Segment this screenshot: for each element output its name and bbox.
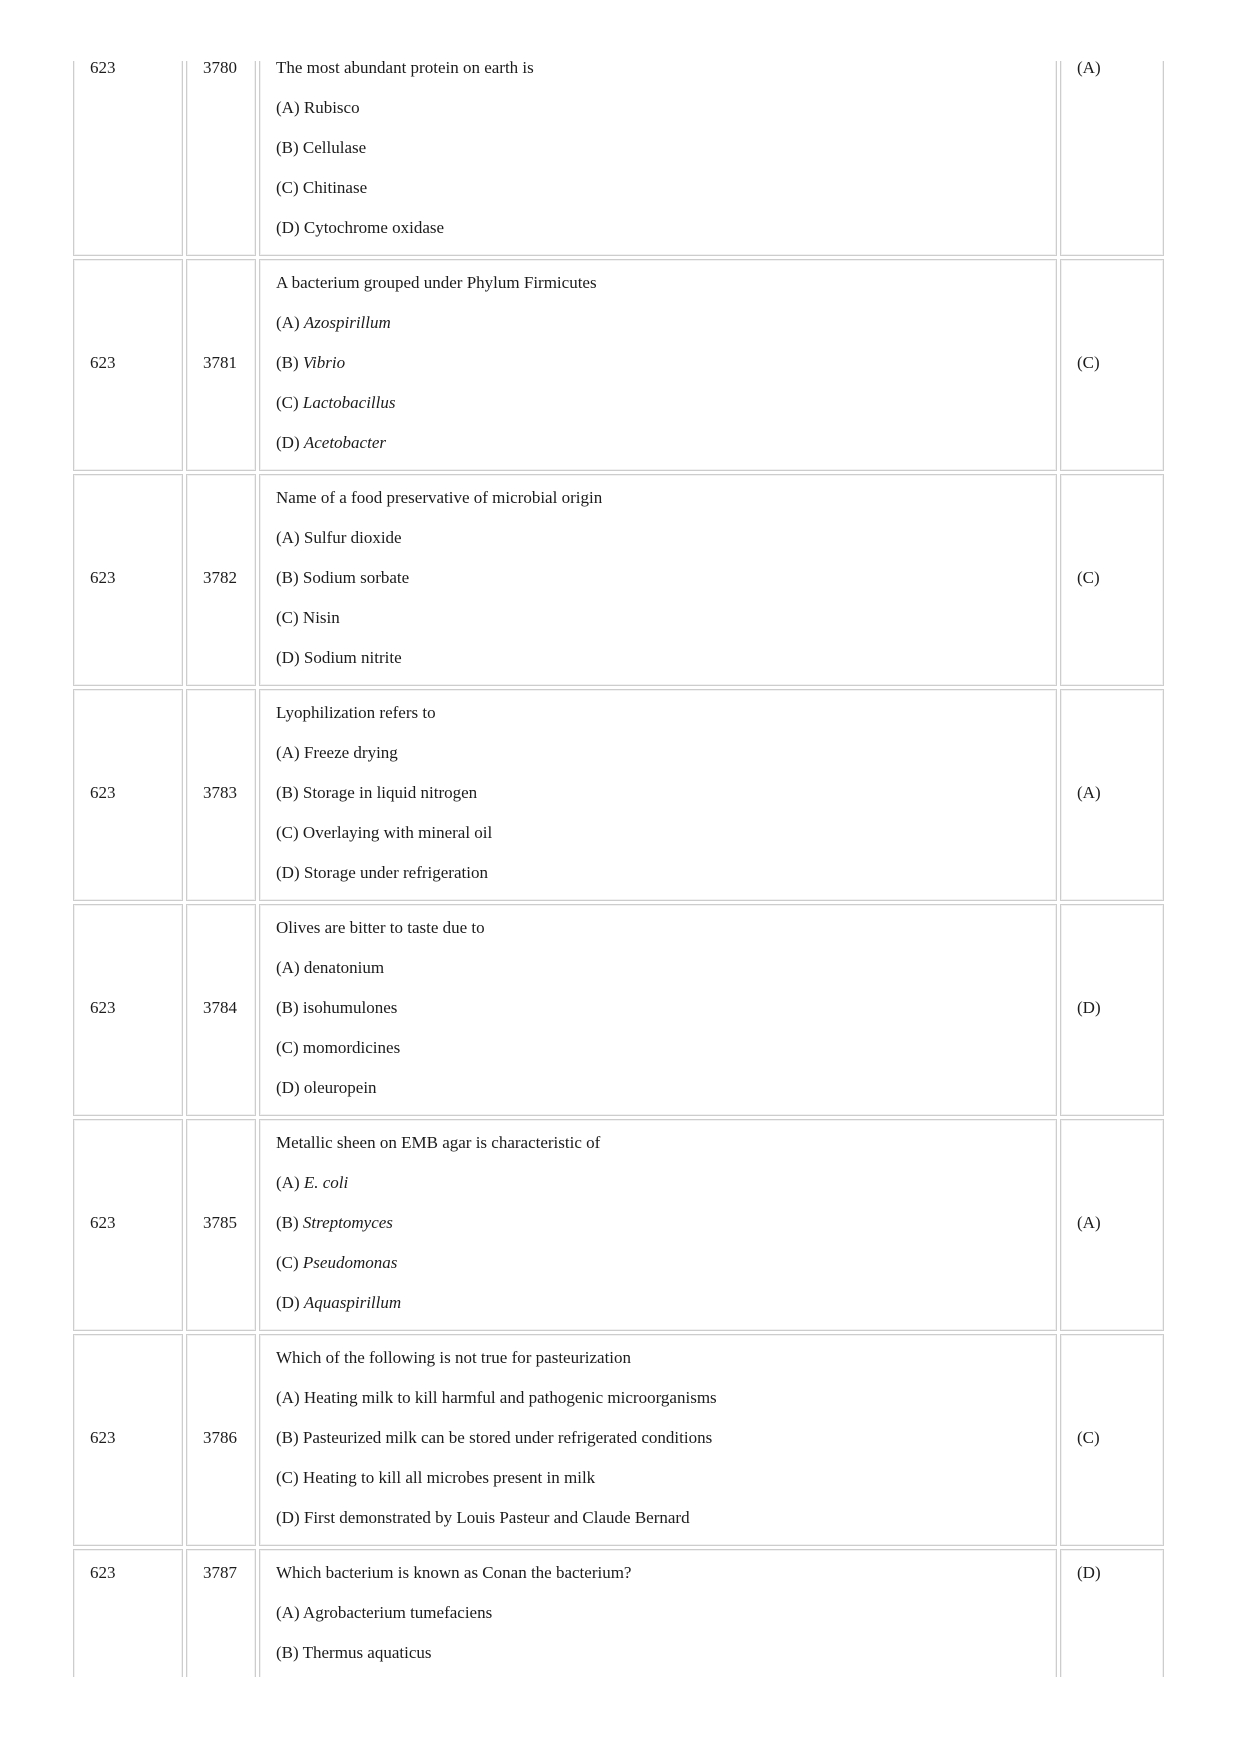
option-label: (C)	[276, 178, 299, 197]
question-text: The most abundant protein on earth is	[276, 61, 534, 77]
paper-code-cell	[73, 689, 183, 901]
option-b	[276, 988, 1040, 1028]
answer-cell	[1060, 1549, 1164, 1677]
option-label: (B)	[276, 353, 299, 372]
paper-code-cell	[73, 904, 183, 1116]
question-number-cell	[186, 259, 256, 471]
question-cell	[259, 904, 1057, 1116]
question-number: 3784	[203, 998, 237, 1017]
option-d	[276, 423, 1040, 463]
option-text: Sodium sorbate	[302, 568, 410, 587]
question-text: Name of a food preservative of microbial origin	[276, 488, 603, 507]
option-b	[276, 128, 1040, 168]
paper-code: 623	[90, 1213, 116, 1232]
option-label: (B)	[276, 1643, 299, 1662]
option-text: Cytochrome oxidase	[303, 218, 445, 237]
question-row	[73, 689, 1164, 901]
option-b	[276, 1203, 1040, 1243]
option-c	[276, 383, 1040, 423]
option-label: (D)	[276, 648, 300, 667]
option-label: (A)	[276, 1388, 300, 1407]
option-text: Freeze drying	[303, 743, 398, 762]
option-a	[276, 733, 1040, 773]
option-text: Agrobacterium tumefaciens	[302, 1603, 493, 1622]
option-label: (A)	[276, 743, 300, 762]
answer-cell	[1060, 259, 1164, 471]
option-text: Nisin	[302, 608, 340, 627]
option-text: Heating milk to kill harmful and pathogenic microorganisms	[303, 1388, 717, 1407]
question-sheet	[0, 61, 1240, 1677]
paper-code: 623	[90, 61, 116, 77]
option-a	[276, 88, 1040, 128]
answer-key: (A)	[1077, 1213, 1101, 1232]
question-row	[73, 904, 1164, 1116]
option-text: Sulfur dioxide	[303, 528, 402, 547]
paper-code-cell	[73, 1334, 183, 1546]
paper-code: 623	[90, 353, 116, 372]
option-text: Storage under refrigeration	[303, 863, 488, 882]
option-text: Aquaspirillum	[303, 1293, 402, 1312]
question-number: 3787	[203, 1563, 237, 1582]
answer-key: (A)	[1077, 61, 1101, 77]
paper-code-cell	[73, 259, 183, 471]
question-number-cell	[186, 61, 256, 256]
paper-code: 623	[90, 1563, 116, 1582]
option-text: E. coli	[303, 1173, 349, 1192]
option-d	[276, 638, 1040, 678]
answer-cell	[1060, 904, 1164, 1116]
option-d	[276, 1498, 1040, 1538]
option-text: Sodium nitrite	[303, 648, 402, 667]
option-text: Streptomyces	[302, 1213, 393, 1232]
option-c	[276, 1243, 1040, 1283]
answer-cell	[1060, 1334, 1164, 1546]
question-row	[73, 61, 1164, 256]
option-label: (A)	[276, 98, 300, 117]
option-label: (B)	[276, 1213, 299, 1232]
answer-cell	[1060, 61, 1164, 256]
question-number-cell	[186, 904, 256, 1116]
option-label: (A)	[276, 528, 300, 547]
option-d	[276, 208, 1040, 248]
paper-code-cell	[73, 1549, 183, 1677]
option-b	[276, 1633, 1040, 1673]
option-label: (B)	[276, 783, 299, 802]
option-label: (A)	[276, 1173, 300, 1192]
option-label: (D)	[276, 433, 300, 452]
option-a	[276, 948, 1040, 988]
option-text: First demonstrated by Louis Pasteur and Claude Bernard	[303, 1508, 690, 1527]
question-number: 3780	[203, 61, 237, 77]
option-label: (C)	[276, 1253, 299, 1272]
option-text: Overlaying with mineral oil	[302, 823, 493, 842]
answer-cell	[1060, 474, 1164, 686]
option-c	[276, 168, 1040, 208]
question-row	[73, 1119, 1164, 1331]
option-label: (A)	[276, 958, 300, 977]
paper-code: 623	[90, 568, 116, 587]
option-d	[276, 853, 1040, 893]
option-text: Pseudomonas	[302, 1253, 398, 1272]
paper-code-cell	[73, 474, 183, 686]
answer-cell	[1060, 1119, 1164, 1331]
question-number-cell	[186, 474, 256, 686]
question-cell	[259, 474, 1057, 686]
question-number: 3782	[203, 568, 237, 587]
option-label: (C)	[276, 1468, 299, 1487]
question-table	[70, 61, 1167, 1677]
question-text: Lyophilization refers to	[276, 703, 436, 722]
question-text: Which of the following is not true for pasteurization	[276, 1348, 632, 1367]
answer-key: (D)	[1077, 1563, 1101, 1582]
answer-key: (A)	[1077, 783, 1101, 802]
paper-code-cell	[73, 61, 183, 256]
option-text: Thermus aquaticus	[302, 1643, 432, 1662]
question-row	[73, 1334, 1164, 1546]
option-c	[276, 598, 1040, 638]
option-label: (C)	[276, 1038, 299, 1057]
option-text: Cellulase	[302, 138, 367, 157]
option-label: (C)	[276, 393, 299, 412]
question-number-cell	[186, 689, 256, 901]
option-label: (A)	[276, 1603, 300, 1622]
option-d	[276, 1068, 1040, 1108]
question-number: 3781	[203, 353, 237, 372]
option-a	[276, 1593, 1040, 1633]
question-number-cell	[186, 1549, 256, 1677]
question-row	[73, 259, 1164, 471]
option-c	[276, 813, 1040, 853]
question-text: Metallic sheen on EMB agar is characteristic of	[276, 1133, 601, 1152]
question-cell	[259, 259, 1057, 471]
option-b	[276, 1418, 1040, 1458]
option-label: (B)	[276, 1428, 299, 1447]
question-text: Which bacterium is known as Conan the bacterium?	[276, 1563, 632, 1582]
option-text: Rubisco	[303, 98, 360, 117]
option-text: Heating to kill all microbes present in milk	[302, 1468, 596, 1487]
option-d	[276, 1283, 1040, 1323]
answer-key: (C)	[1077, 1428, 1100, 1447]
question-number: 3786	[203, 1428, 237, 1447]
option-text: Vibrio	[302, 353, 346, 372]
question-row	[73, 1549, 1164, 1677]
paper-code: 623	[90, 998, 116, 1017]
option-label: (D)	[276, 1078, 300, 1097]
question-number: 3785	[203, 1213, 237, 1232]
option-label: (D)	[276, 863, 300, 882]
option-a	[276, 303, 1040, 343]
option-b	[276, 558, 1040, 598]
option-b	[276, 343, 1040, 383]
option-text: oleuropein	[303, 1078, 377, 1097]
question-cell	[259, 1119, 1057, 1331]
option-label: (D)	[276, 1508, 300, 1527]
option-label: (B)	[276, 998, 299, 1017]
option-text: Chitinase	[302, 178, 368, 197]
paper-code: 623	[90, 1428, 116, 1447]
option-a	[276, 1378, 1040, 1418]
question-cell	[259, 689, 1057, 901]
option-text: momordicines	[302, 1038, 401, 1057]
option-text: Acetobacter	[303, 433, 386, 452]
question-cell	[259, 1549, 1057, 1677]
paper-code-cell	[73, 1119, 183, 1331]
option-label: (A)	[276, 313, 300, 332]
option-text: denatonium	[303, 958, 385, 977]
option-label: (D)	[276, 218, 300, 237]
option-a	[276, 1163, 1040, 1203]
option-label: (C)	[276, 823, 299, 842]
option-label: (B)	[276, 138, 299, 157]
option-label: (B)	[276, 568, 299, 587]
option-b	[276, 773, 1040, 813]
answer-key: (D)	[1077, 998, 1101, 1017]
paper-code: 623	[90, 783, 116, 802]
question-row	[73, 474, 1164, 686]
option-c	[276, 1028, 1040, 1068]
option-text: Lactobacillus	[302, 393, 396, 412]
option-label: (C)	[276, 608, 299, 627]
question-number-cell	[186, 1119, 256, 1331]
option-a	[276, 518, 1040, 558]
answer-key: (C)	[1077, 568, 1100, 587]
question-cell	[259, 1334, 1057, 1546]
option-text: Storage in liquid nitrogen	[302, 783, 478, 802]
option-text: Pasteurized milk can be stored under refrigerated conditions	[302, 1428, 713, 1447]
question-number-cell	[186, 1334, 256, 1546]
question-number: 3783	[203, 783, 237, 802]
option-text: Azospirillum	[303, 313, 391, 332]
question-table-body	[73, 61, 1164, 1677]
answer-cell	[1060, 689, 1164, 901]
question-cell	[259, 61, 1057, 256]
option-c	[276, 1458, 1040, 1498]
question-text: A bacterium grouped under Phylum Firmicutes	[276, 273, 597, 292]
answer-key: (C)	[1077, 353, 1100, 372]
option-label: (D)	[276, 1293, 300, 1312]
option-text: isohumulones	[302, 998, 398, 1017]
question-text: Olives are bitter to taste due to	[276, 918, 485, 937]
